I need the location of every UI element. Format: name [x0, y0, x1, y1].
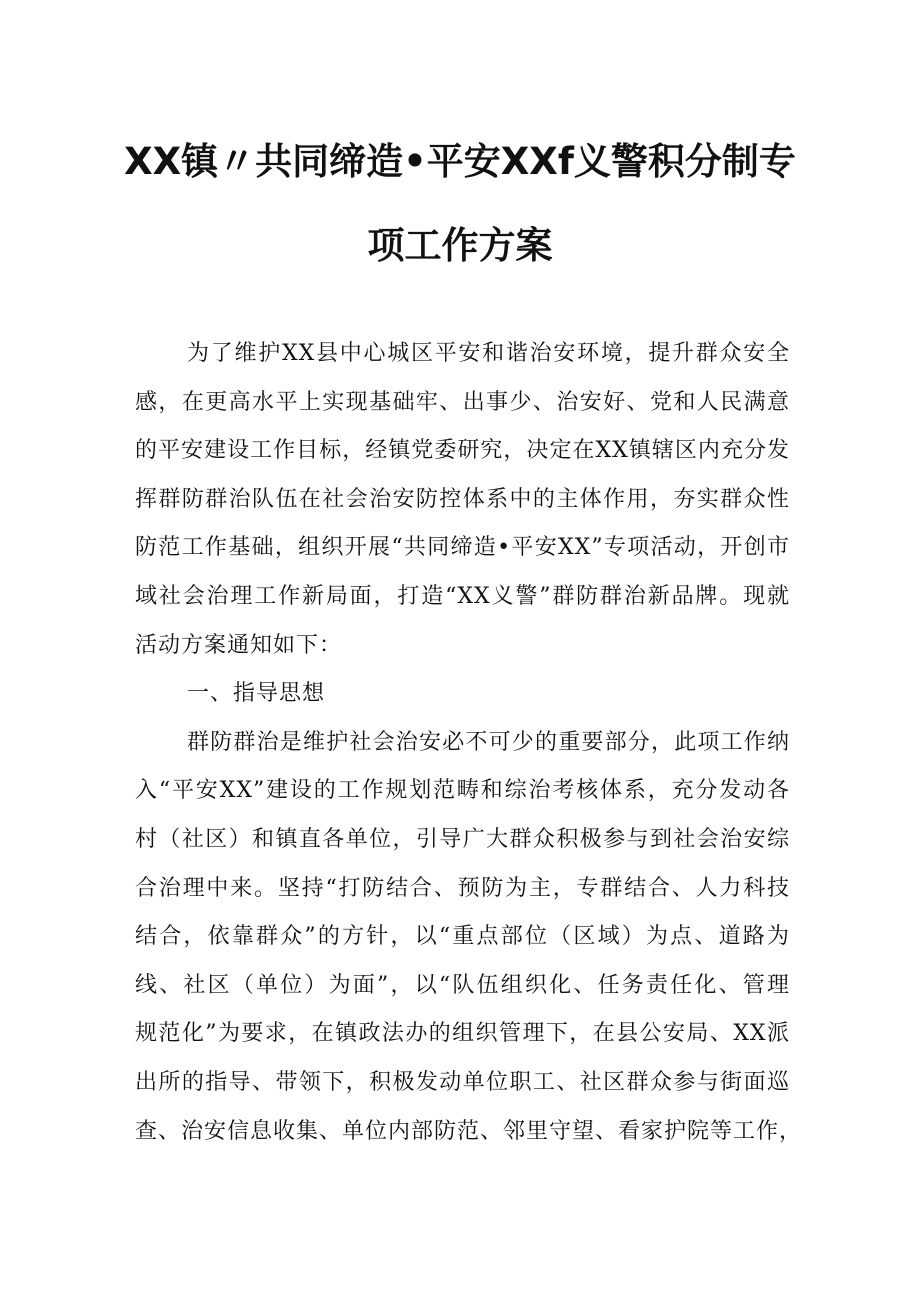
paragraph-line: 的平安建设工作目标，经镇党委研究，决定在XX镇辖区内充分发: [135, 438, 790, 464]
paragraph-line: 查、治安信息收集、单位内部防范、邻里守望、看家护院等工作，: [135, 1118, 803, 1144]
paragraph-line: 线、社区（单位）为面”，以“队伍组织化、任务责任化、管理: [135, 972, 790, 998]
paragraph-line: 出所的指导、带领下，积极发动单位职工、社区群众参与街面巡: [135, 1069, 790, 1095]
paragraph-line: 入“平安XX”建设的工作规划范畴和综治考核体系，充分发动各: [135, 778, 790, 804]
paragraph-line: 规范化”为要求，在镇政法办的组织管理下，在县公安局、XX派: [135, 1021, 790, 1047]
paragraph-line: 感，在更高水平上实现基础牢、出事少、治安好、党和人民满意: [135, 389, 790, 415]
paragraph-line: 村（社区）和镇直各单位，引导广大群众积极参与到社会治安综: [135, 826, 790, 852]
paragraph-line: 结合，依靠群众”的方针，以“重点部位（区域）为点、道路为: [135, 924, 790, 950]
paragraph-line: 活动方案通知如下：: [135, 632, 343, 658]
document-title-line-2: 项工作方案: [367, 224, 553, 267]
paragraph-line: 合治理中来。坚持“打防结合、预防为主，专群结合、人力科技: [135, 875, 790, 901]
paragraph-line: 挥群防群治队伍在社会治安防控体系中的主体作用，夯实群众性: [135, 486, 790, 512]
paragraph-line: 群防群治是维护社会治安必不可少的重要部分，此项工作纳: [187, 729, 790, 755]
paragraph-line: 防范工作基础，组织开展“共同缔造•平安XX”专项活动，开创市: [135, 535, 790, 561]
section-heading: 一、指导思想: [187, 681, 326, 707]
paragraph-line: 为了维护XX县中心城区平安和谐治安环境，提升群众安全: [187, 341, 790, 366]
document-body: [135, 330, 803, 1156]
paragraph-line: 域社会治理工作新局面，打造“XX义警”群防群治新品牌。现就: [135, 583, 790, 609]
document-title-line-1: XX镇〃共同缔造•平安XXf义警积分制专: [124, 140, 796, 183]
